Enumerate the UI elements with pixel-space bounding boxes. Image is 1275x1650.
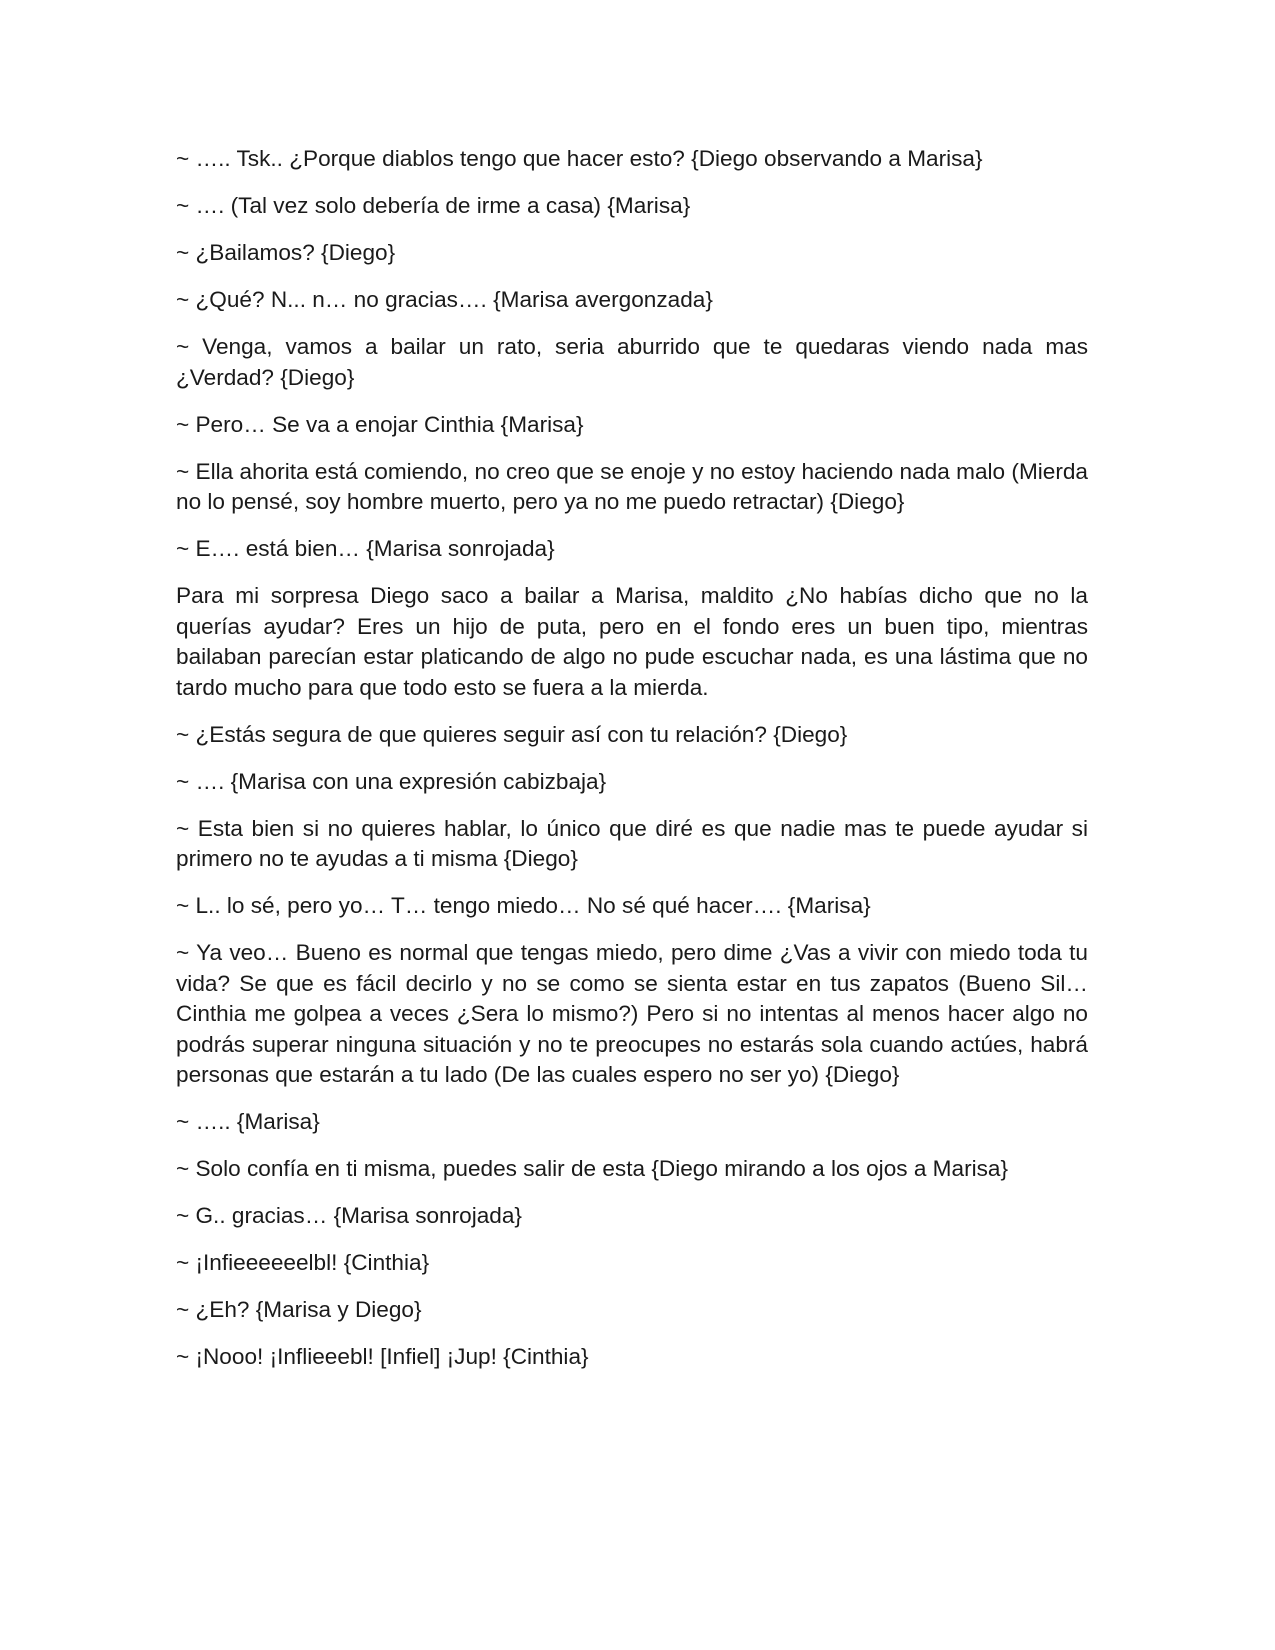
- dialogue-line: ~ ¡Nooo! ¡Inflieeebl! [Infiel] ¡Jup! {Cinthia}: [176, 1344, 589, 1369]
- dialogue-line: ~ L.. lo sé, pero yo… T… tengo miedo… No sé qué hacer…. {Marisa}: [176, 893, 871, 918]
- dialogue-line: ~ ….. {Marisa}: [176, 1109, 320, 1134]
- dialogue-line: ~ Venga, vamos a bailar un rato, seria aburrido que te quedaras viendo nada mas ¿Verdad? {Diego}: [176, 334, 1088, 390]
- dialogue-line: ~ ¿Bailamos? {Diego}: [176, 240, 396, 265]
- dialogue-line: ~ Ya veo… Bueno es normal que tengas miedo, pero dime ¿Vas a vivir con miedo toda tu vida? Se que es fácil decirlo y no se como se sienta estar en tus zapatos (Bueno Sil… Cinthia me golpea a veces ¿Sera lo mismo?) Pero si no intentas al menos hacer algo no podrás superar ninguna situación y no te preocupes no estarás sola cuando actúes, habrá personas que estarán a tu lado (De las cuales espero no ser yo) {Diego}: [176, 940, 1088, 1087]
- dialogue-line: ~ E…. está bien… {Marisa sonrojada}: [176, 536, 555, 561]
- dialogue-line: ~ …. {Marisa con una expresión cabizbaja}: [176, 768, 607, 794]
- document-body: [176, 144, 1088, 1389]
- dialogue-line: ~ Pero… Se va a enojar Cinthia {Marisa}: [176, 411, 584, 437]
- dialogue-line: ~ ¿Estás segura de que quieres seguir así con tu relación? {Diego}: [176, 721, 848, 747]
- dialogue-line: ~ ….. Tsk.. ¿Porque diablos tengo que hacer esto? {Diego observando a Marisa}: [176, 146, 983, 171]
- dialogue-line: ~ ¡Infieeeeeelbl! {Cinthia}: [176, 1250, 430, 1275]
- dialogue-line: ~ …. (Tal vez solo debería de irme a casa) {Marisa}: [176, 193, 691, 218]
- dialogue-line: ~ Esta bien si no quieres hablar, lo único que diré es que nadie mas te puede ayudar si primero no te ayudas a ti misma {Diego}: [176, 815, 1088, 871]
- dialogue-line: ~ G.. gracias… {Marisa sonrojada}: [176, 1203, 522, 1228]
- narration-paragraph: Para mi sorpresa Diego saco a bailar a Marisa, maldito ¿No habías dicho que no la querías ayudar? Eres un hijo de puta, pero en el fondo eres un buen tipo, mientras bailaban parecían estar platicando de algo no pude escuchar nada, es una lástima que no tardo mucho para que todo esto se fuera a la mierda.: [176, 583, 1088, 700]
- dialogue-line: ~ Ella ahorita está comiendo, no creo que se enoje y no estoy haciendo nada malo (Mierda no lo pensé, soy hombre muerto, pero ya no me puedo retractar) {Diego}: [176, 458, 1088, 514]
- dialogue-line: ~ ¿Qué? N... n… no gracias…. {Marisa avergonzada}: [176, 287, 713, 312]
- dialogue-line: ~ Solo confía en ti misma, puedes salir de esta {Diego mirando a los ojos a Marisa}: [176, 1156, 1009, 1181]
- dialogue-line: ~ ¿Eh? {Marisa y Diego}: [176, 1297, 422, 1322]
